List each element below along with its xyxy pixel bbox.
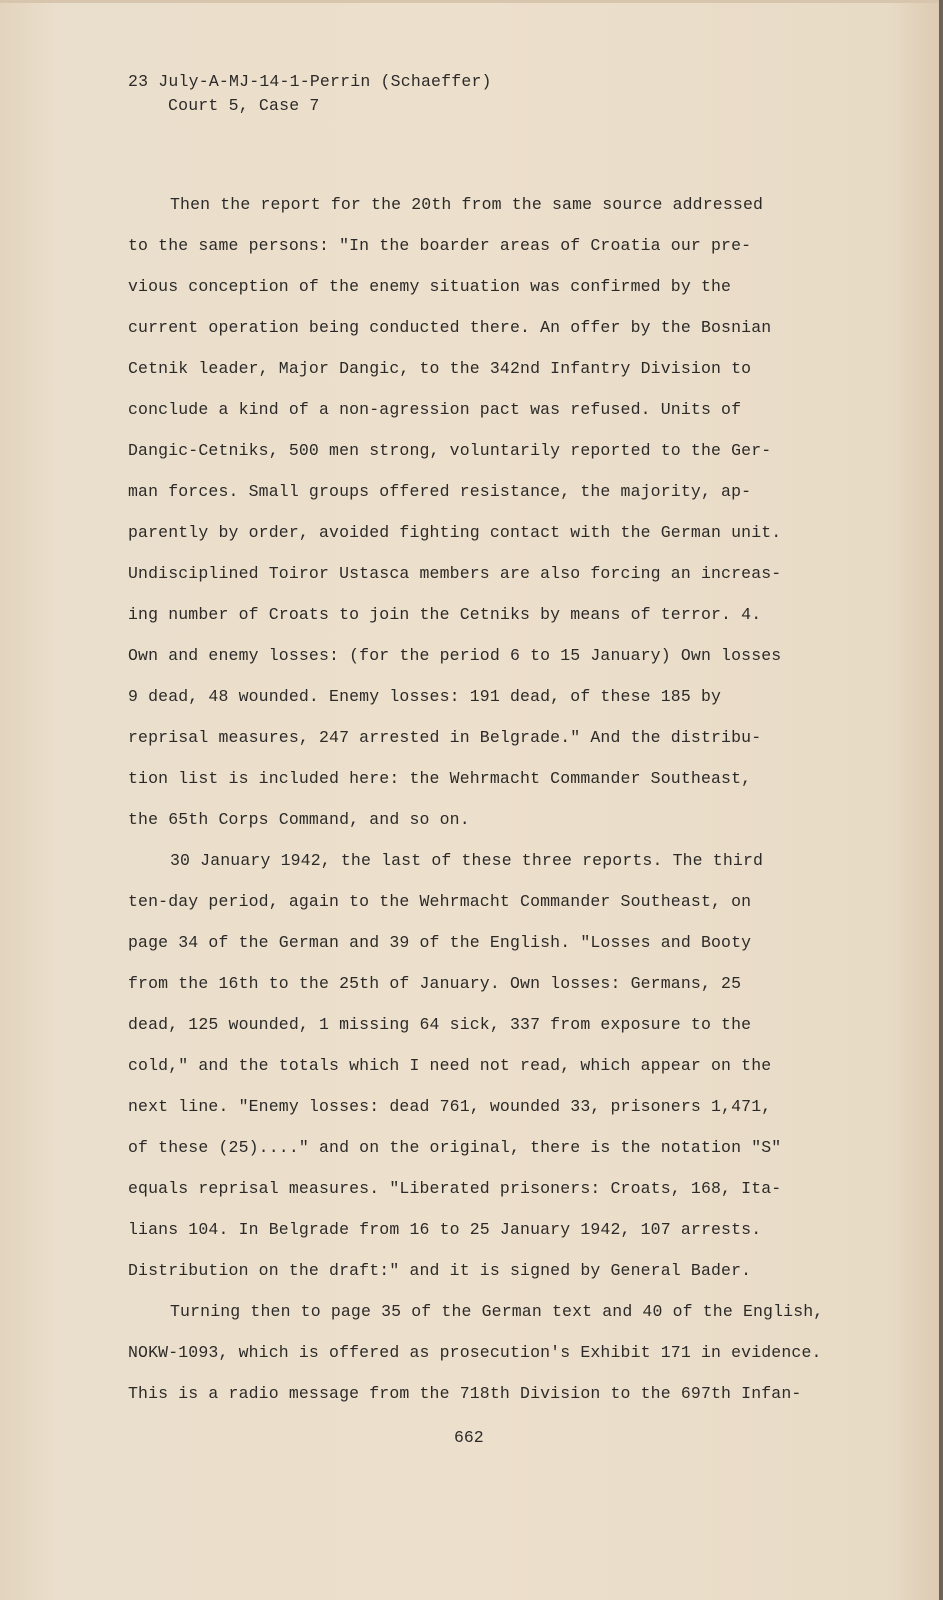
text-line: Undisciplined Toiror Ustasca members are also forcing an increas- [128,564,782,583]
text-line: current operation being conducted there. An offer by the Bosnian [128,318,772,337]
text-line: dead, 125 wounded, 1 missing 64 sick, 337 from exposure to the [128,1015,752,1034]
page-top-edge [0,0,943,3]
text-line: vious conception of the enemy situation was confirmed by the [128,277,732,296]
text-line: to the same persons: "In the boarder areas of Croatia our pre- [128,236,752,255]
text-line: Cetnik leader, Major Dangic, to the 342nd Infantry Division to [128,359,752,378]
header-reference-line: 23 July-A-MJ-14-1-Perrin (Schaeffer) [128,72,492,91]
text-line: parently by order, avoided fighting contact with the German unit. [128,523,782,542]
text-line: Own and enemy losses: (for the period 6 to 15 January) Own losses [128,646,782,665]
text-line: 30 January 1942, the last of these three reports. The third [170,851,764,870]
text-line: Dangic-Cetniks, 500 men strong, voluntarily reported to the Ger- [128,441,772,460]
text-line: man forces. Small groups offered resistance, the majority, ap- [128,482,752,501]
text-line: ten-day period, again to the Wehrmacht Commander Southeast, on [128,892,752,911]
text-line: of these (25)...." and on the original, there is the notation "S" [128,1138,782,1157]
text-line: lians 104. In Belgrade from 16 to 25 January 1942, 107 arrests. [128,1220,762,1239]
text-line: from the 16th to the 25th of January. Own losses: Germans, 25 [128,974,742,993]
text-line: Turning then to page 35 of the German text and 40 of the English, [170,1302,824,1321]
text-line: equals reprisal measures. "Liberated prisoners: Croats, 168, Ita- [128,1179,782,1198]
text-line: next line. "Enemy losses: dead 761, wounded 33, prisoners 1,471, [128,1097,772,1116]
document-header [128,70,492,118]
text-line: Then the report for the 20th from the same source addressed [170,195,764,214]
page-right-edge [939,0,943,1600]
text-line: NOKW-1093, which is offered as prosecution's Exhibit 171 in evidence. [128,1343,822,1362]
text-line: page 34 of the German and 39 of the English. "Losses and Booty [128,933,752,952]
text-line: the 65th Corps Command, and so on. [128,810,470,829]
text-line: ing number of Croats to join the Cetniks by means of terror. 4. [128,605,762,624]
text-line: Distribution on the draft:" and it is signed by General Bader. [128,1261,752,1280]
text-line: reprisal measures, 247 arrested in Belgrade." And the distribu- [128,728,762,747]
text-line: cold," and the totals which I need not read, which appear on the [128,1056,772,1075]
text-line: 9 dead, 48 wounded. Enemy losses: 191 dead, of these 185 by [128,687,722,706]
page-number: 662 [454,1428,484,1447]
text-line: This is a radio message from the 718th Division to the 697th Infan- [128,1384,802,1403]
text-line: conclude a kind of a non-agression pact was refused. Units of [128,400,742,419]
text-line: tion list is included here: the Wehrmacht Commander Southeast, [128,769,752,788]
header-court-line: Court 5, Case 7 [168,96,320,115]
